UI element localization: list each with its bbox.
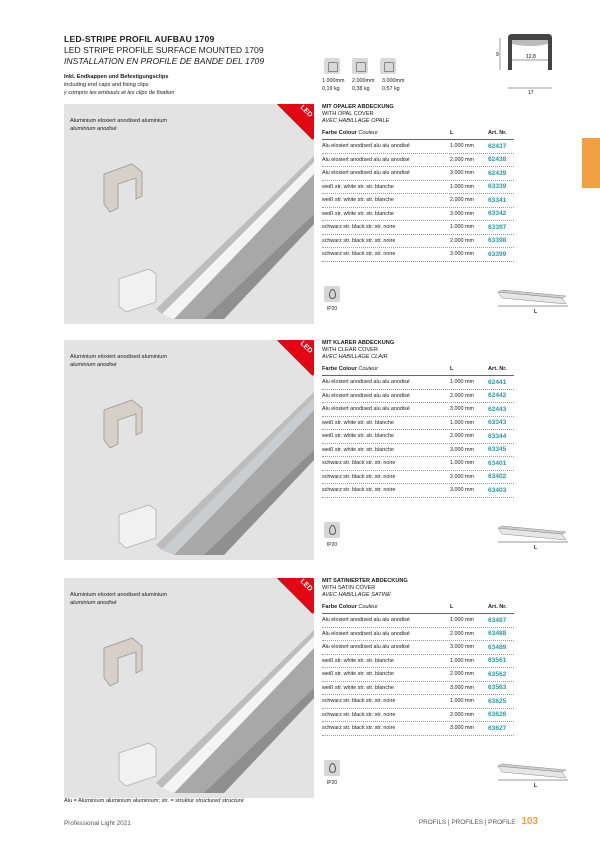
length-cell: 1.000 mm	[450, 143, 474, 150]
drop-icon	[324, 522, 340, 538]
colour-cell: Alu eloxiert anodised alu alu anodisé	[322, 143, 410, 150]
article-number: 62438	[488, 156, 507, 164]
colour-cell: weiß str. white str. str. blanche	[322, 183, 394, 190]
colour-cell: Alu eloxiert anodised alu alu anodisé	[322, 156, 410, 163]
colour-cell: Alu eloxiert anodised alu alu anodisé	[322, 379, 410, 386]
article-number: 63627	[488, 724, 507, 732]
page-header	[64, 34, 324, 96]
length-cell: 3.000 mm	[450, 251, 474, 258]
material-label: Aluminium eloxiert anodised aluminium	[70, 118, 168, 124]
article-number: 63343	[488, 419, 507, 427]
length-cell: 3.000 mm	[450, 725, 474, 732]
article-number: 63403	[488, 486, 507, 494]
colour-cell: weiß str. white str. str. blanche	[322, 419, 394, 426]
colour-cell: schwarz str. black str. str. noire	[322, 251, 396, 258]
length-label: L	[534, 545, 538, 551]
weight-table	[322, 58, 412, 92]
product-illustration	[64, 578, 314, 798]
profile-length-drawing	[496, 518, 572, 554]
table-row	[322, 376, 514, 390]
material-label: Aluminium eloxiert anodised aluminium	[70, 354, 168, 360]
article-table	[322, 604, 514, 736]
ip-rating-text: IP20	[326, 306, 338, 312]
led-badge-text: LED	[298, 340, 314, 355]
colour-cell: schwarz str. black str. str. noire	[322, 725, 396, 732]
length-cell: 1.000 mm	[450, 419, 474, 426]
weight-icon	[324, 58, 340, 74]
weight-value: 0,19 kg	[322, 86, 340, 92]
cover-title-en: WITH OPAL COVER	[322, 111, 374, 117]
length-cell: 2.000 mm	[450, 473, 474, 480]
profile-cross-section	[494, 30, 566, 94]
colour-cell: schwarz str. black str. str. noire	[322, 711, 396, 718]
length-cell: 3.000 mm	[450, 487, 474, 494]
header-length: L	[450, 130, 454, 136]
footer-catalog: Professional Light 2021	[64, 820, 131, 827]
note-en: including end caps and fixing clips	[64, 82, 149, 88]
note-de: Inkl. Endkappen und Befestigungsclips	[64, 74, 169, 80]
header-art: Art. Nr.	[488, 366, 507, 372]
ip-rating-text: IP20	[326, 780, 338, 786]
colour-cell: weiß str. white str. str. blanche	[322, 210, 394, 217]
article-number: 63625	[488, 697, 507, 705]
title-en: LED STRIPE PROFILE SURFACE MOUNTED 1709	[64, 45, 264, 55]
table-row	[322, 695, 514, 709]
colour-cell: schwarz str. black str. str. noire	[322, 460, 396, 467]
article-number: 63398	[488, 237, 507, 245]
weight-value: 0,57 kg	[382, 86, 400, 92]
table-row	[322, 682, 514, 696]
table-row	[322, 390, 514, 404]
cover-title-fr: AVEC HABILLAGE CLAIR	[322, 354, 388, 360]
article-number: 62437	[488, 142, 507, 150]
table-row	[322, 722, 514, 736]
table-row	[322, 140, 514, 154]
cover-title-en: WITH CLEAR COVER	[322, 347, 378, 353]
footer-section	[419, 816, 538, 827]
length-cell: 2.000 mm	[450, 156, 474, 163]
length-cell: 3.000 mm	[450, 446, 474, 453]
material-label: Aluminium eloxiert anodised aluminium	[70, 592, 168, 598]
header-colour: Farbe Colour Couleur	[322, 130, 378, 136]
length-label: L	[534, 783, 538, 789]
table-row	[322, 484, 514, 498]
led-badge-text: LED	[298, 104, 314, 119]
colour-cell: Alu eloxiert anodised alu alu anodisé	[322, 392, 410, 399]
cover-title-de: MIT KLARER ABDECKUNG	[322, 340, 395, 346]
article-number: 63487	[488, 616, 507, 624]
colour-cell: Alu eloxiert anodised alu alu anodisé	[322, 170, 410, 177]
profile-length-drawing	[496, 756, 572, 792]
product-image-panel	[64, 578, 314, 798]
product-illustration	[64, 104, 314, 324]
material-label-fr: aluminium anodisé	[70, 362, 117, 368]
article-number: 63402	[488, 473, 507, 481]
material-label-fr: aluminium anodisé	[70, 600, 117, 606]
length-cell: 1.000 mm	[450, 460, 474, 467]
cover-info	[322, 104, 522, 262]
ip-rating-text: IP20	[326, 542, 338, 548]
table-row	[322, 208, 514, 222]
length-cell: 2.000 mm	[450, 392, 474, 399]
table-row	[322, 154, 514, 168]
weight-length: 3.000mm	[382, 78, 405, 84]
colour-cell: weiß str. white str. str. blanche	[322, 684, 394, 691]
title-de: LED-STRIPE PROFIL AUFBAU 1709	[64, 34, 215, 44]
colour-cell: schwarz str. black str. str. noire	[322, 487, 396, 494]
length-cell: 2.000 mm	[450, 237, 474, 244]
header-art: Art. Nr.	[488, 604, 507, 610]
table-row	[322, 430, 514, 444]
cover-title-de: MIT SATINIERTER ABDECKUNG	[322, 578, 408, 584]
article-number: 63488	[488, 630, 507, 638]
article-number: 63401	[488, 459, 507, 467]
legend-text-fr: structured structuré	[195, 798, 244, 804]
weight-length: 1.000mm	[322, 78, 345, 84]
article-number: 63344	[488, 432, 507, 440]
product-image-panel	[64, 340, 314, 560]
article-number: 63561	[488, 657, 507, 665]
cover-title-de: MIT OPALER ABDECKUNG	[322, 104, 394, 110]
length-cell: 1.000 mm	[450, 183, 474, 190]
article-number: 63563	[488, 684, 507, 692]
dim-inner: 12,8	[526, 54, 536, 60]
article-number: 63345	[488, 446, 507, 454]
article-number: 63397	[488, 223, 507, 231]
table-header	[322, 366, 514, 376]
length-cell: 1.000 mm	[450, 224, 474, 231]
table-row	[322, 403, 514, 417]
table-row	[322, 457, 514, 471]
table-header	[322, 604, 514, 614]
article-number: 63342	[488, 210, 507, 218]
cover-title-en: WITH SATIN COVER	[322, 585, 376, 591]
cover-info	[322, 340, 522, 498]
drop-icon	[324, 760, 340, 776]
article-number: 63489	[488, 643, 507, 651]
table-row	[322, 181, 514, 195]
cover-info	[322, 578, 522, 736]
length-cell: 1.000 mm	[450, 657, 474, 664]
article-number: 62442	[488, 392, 507, 400]
note-fr: y compris les embouts et les clips de fixation	[64, 90, 175, 96]
weight-value: 0,38 kg	[352, 86, 370, 92]
ip-rating	[322, 286, 342, 312]
weight-icon	[380, 58, 396, 74]
table-row	[322, 167, 514, 181]
header-art: Art. Nr.	[488, 130, 507, 136]
table-row	[322, 614, 514, 628]
length-cell: 2.000 mm	[450, 433, 474, 440]
table-row	[322, 194, 514, 208]
table-row	[322, 471, 514, 485]
header-colour: Farbe Colour Couleur	[322, 604, 378, 610]
length-cell: 2.000 mm	[450, 197, 474, 204]
article-number: 63399	[488, 250, 507, 258]
drop-icon	[324, 286, 340, 302]
table-row	[322, 248, 514, 262]
page-number: 103	[521, 816, 538, 827]
table-row	[322, 628, 514, 642]
product-image-panel	[64, 104, 314, 324]
colour-cell: Alu eloxiert anodised alu alu anodisé	[322, 644, 410, 651]
article-number: 62443	[488, 405, 507, 413]
cover-title-fr: AVEC HABILLAGE OPALE	[322, 118, 390, 124]
colour-cell: schwarz str. black str. str. noire	[322, 237, 396, 244]
length-cell: 3.000 mm	[450, 170, 474, 177]
colour-cell: schwarz str. black str. str. noire	[322, 698, 396, 705]
colour-cell: schwarz str. black str. str. noire	[322, 473, 396, 480]
article-number: 63339	[488, 183, 507, 191]
table-row	[322, 668, 514, 682]
colour-cell: weiß str. white str. str. blanche	[322, 433, 394, 440]
length-cell: 1.000 mm	[450, 617, 474, 624]
length-cell: 3.000 mm	[450, 210, 474, 217]
article-number: 63341	[488, 196, 507, 204]
ip-rating	[322, 760, 342, 786]
legend-text: Alu = Aluminium aluminium aluminium; str. = struktur	[64, 798, 194, 804]
article-number: 62439	[488, 169, 507, 177]
length-label: L	[534, 309, 538, 315]
title-fr: INSTALLATION EN PROFILE DE BANDE DEL 1709	[64, 56, 265, 66]
length-cell: 2.000 mm	[450, 630, 474, 637]
weight-length: 2.000mm	[352, 78, 375, 84]
colour-cell: Alu eloxiert anodised alu alu anodisé	[322, 617, 410, 624]
length-cell: 2.000 mm	[450, 671, 474, 678]
weight-icon	[352, 58, 368, 74]
dim-height: 9	[496, 52, 499, 58]
profile-length-drawing	[496, 282, 572, 318]
article-number: 63562	[488, 670, 507, 678]
colour-cell: weiß str. white str. str. blanche	[322, 197, 394, 204]
length-cell: 1.000 mm	[450, 379, 474, 386]
article-table	[322, 130, 514, 262]
material-label-fr: aluminium anodisé	[70, 126, 117, 132]
chapter-tab	[582, 138, 600, 188]
footer-section-label: PROFILS | PROFILES | PROFILE	[418, 819, 516, 826]
length-cell: 2.000 mm	[450, 711, 474, 718]
header-colour: Farbe Colour Couleur	[322, 366, 378, 372]
table-row	[322, 709, 514, 723]
table-row	[322, 235, 514, 249]
length-cell: 1.000 mm	[450, 698, 474, 705]
dim-width: 17	[528, 90, 534, 94]
product-illustration	[64, 340, 314, 560]
colour-cell: weiß str. white str. str. blanche	[322, 446, 394, 453]
table-row	[322, 444, 514, 458]
ip-rating	[322, 522, 342, 548]
table-header	[322, 130, 514, 140]
length-cell: 3.000 mm	[450, 684, 474, 691]
led-badge-text: LED	[298, 578, 314, 593]
table-row	[322, 417, 514, 431]
colour-cell: Alu eloxiert anodised alu alu anodisé	[322, 406, 410, 413]
table-row	[322, 221, 514, 235]
colour-cell: schwarz str. black str. str. noire	[322, 224, 396, 231]
colour-cell: Alu eloxiert anodised alu alu anodisé	[322, 630, 410, 637]
article-number: 63626	[488, 711, 507, 719]
length-cell: 3.000 mm	[450, 644, 474, 651]
length-cell: 3.000 mm	[450, 406, 474, 413]
table-row	[322, 655, 514, 669]
table-row	[322, 641, 514, 655]
header-length: L	[450, 604, 454, 610]
article-number: 62441	[488, 378, 507, 386]
legend	[64, 798, 244, 804]
colour-cell: weiß str. white str. str. blanche	[322, 671, 394, 678]
article-table	[322, 366, 514, 498]
colour-cell: weiß str. white str. str. blanche	[322, 657, 394, 664]
cover-title-fr: AVEC HABILLAGE SATINÉ	[322, 592, 391, 598]
header-length: L	[450, 366, 454, 372]
